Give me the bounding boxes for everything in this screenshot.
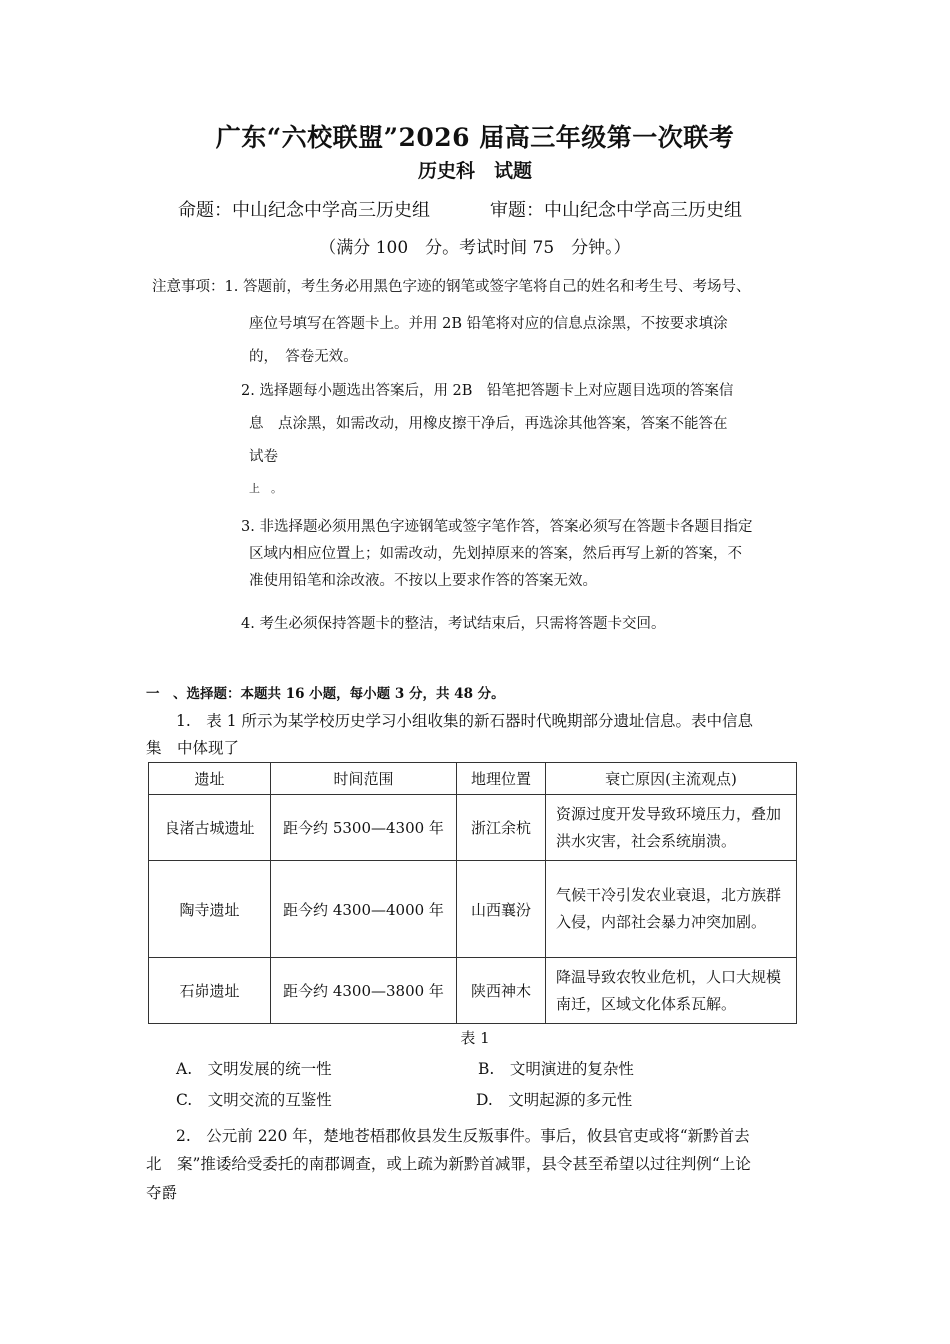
q1-stem-line2: 集 中体现了 <box>146 739 240 757</box>
cell-site: 石峁遗址 <box>149 958 271 1024</box>
table-row <box>149 958 797 1024</box>
cell-reason: 资源过度开发导致环境压力，叠加洪水灾害，社会系统崩溃。 <box>546 795 797 861</box>
notice-item2-line2: 息 点涂黑，如需改动，用橡皮擦干净后，再选涂其他答案，答案不能答在 <box>249 416 728 432</box>
option-c: C. 文明交流的互鉴性 <box>176 1091 332 1109</box>
header-reason: 衰亡原因(主流观点) <box>546 763 797 795</box>
table-header-row <box>149 763 797 795</box>
notice-item2-line3: 试卷 <box>249 449 278 465</box>
notice-item1-line1: 注意事项：1. 答题前，考生务必用黑色字迹的钢笔或签字笔将自己的姓名和考生号、考场号、 <box>152 279 751 295</box>
option-d: D. 文明起源的多元性 <box>476 1091 633 1109</box>
exam-title: 广东“六校联盟”2026 届高三年级第一次联考 <box>215 123 735 152</box>
q2-stem-line3: 夺爵 <box>146 1184 178 1202</box>
notice-item3-line1: 3. 非选择题必须用黑色字迹钢笔或签字笔作答，答案必须写在答题卡各题目指定 <box>241 519 753 535</box>
exam-subtitle: 历史科 试题 <box>417 160 532 182</box>
notice-item2-line4: 上 。 <box>249 482 282 495</box>
cell-location: 陕西神木 <box>457 958 546 1024</box>
table-row <box>149 861 797 958</box>
cell-time: 距今约 5300—4300 年 <box>271 795 457 861</box>
header-time: 时间范围 <box>271 763 457 795</box>
notice-label: 注意事项： <box>152 279 225 295</box>
q2-stem-line2: 北 案”推诿给受委托的南郡调查，或上疏为新黔首减罪，县令甚至希望以过往判例“上论 <box>146 1155 751 1173</box>
cell-location: 浙江余杭 <box>457 795 546 861</box>
option-a: A. 文明发展的统一性 <box>176 1060 332 1078</box>
table-caption: 表 1 <box>460 1029 490 1047</box>
sites-table <box>148 762 797 1024</box>
notice-item1-line3: 的， 答卷无效。 <box>249 349 358 365</box>
option-b: B. 文明演进的复杂性 <box>478 1060 634 1078</box>
table-row <box>149 795 797 861</box>
authors-line <box>178 196 742 222</box>
cell-site: 陶寺遗址 <box>149 861 271 958</box>
notice-item3-line2: 区域内相应位置上；如需改动，先划掉原来的答案，然后再写上新的答案，不 <box>249 546 742 562</box>
header-location: 地理位置 <box>457 763 546 795</box>
cell-time: 距今约 4300—3800 年 <box>271 958 457 1024</box>
q1-stem-line1: 1. 表 1 所示为某学校历史学习小组收集的新石器时代晚期部分遗址信息。表中信息 <box>176 712 754 730</box>
notice-item2-line1: 2. 选择题每小题选出答案后，用 2B 铅笔把答题卡上对应题目选项的答案信 <box>241 383 734 399</box>
cell-time: 距今约 4300—4000 年 <box>271 861 457 958</box>
cell-site: 良渚古城遗址 <box>149 795 271 861</box>
notice-item4-line1: 4. 考生必须保持答题卡的整洁，考试结束后，只需将答题卡交回。 <box>241 616 666 632</box>
score-info: （满分 100 分。考试时间 75 分钟。） <box>319 238 631 258</box>
cell-reason: 降温导致农牧业危机，人口大规模南迁，区域文化体系瓦解。 <box>546 958 797 1024</box>
cell-location: 山西襄汾 <box>457 861 546 958</box>
cell-reason: 气候干冷引发农业衰退，北方族群入侵，内部社会暴力冲突加剧。 <box>546 861 797 958</box>
notice-item3-line3: 准使用铅笔和涂改液。不按以上要求作答的答案无效。 <box>249 573 597 589</box>
reviewer-text: 审题：中山纪念中学高三历史组 <box>490 200 742 221</box>
setter-text: 命题：中山纪念中学高三历史组 <box>178 200 430 221</box>
q2-stem-line1: 2. 公元前 220 年，楚地苍梧郡攸县发生反叛事件。事后，攸县官吏或将“新黔首去 <box>176 1127 750 1145</box>
notice-item1-line2: 座位号填写在答题卡上。并用 2B 铅笔将对应的信息点涂黑，不按要求填涂 <box>249 316 728 332</box>
section-heading: 一 、选择题：本题共 16 小题，每小题 3 分，共 48 分。 <box>146 686 505 702</box>
header-site: 遗址 <box>149 763 271 795</box>
